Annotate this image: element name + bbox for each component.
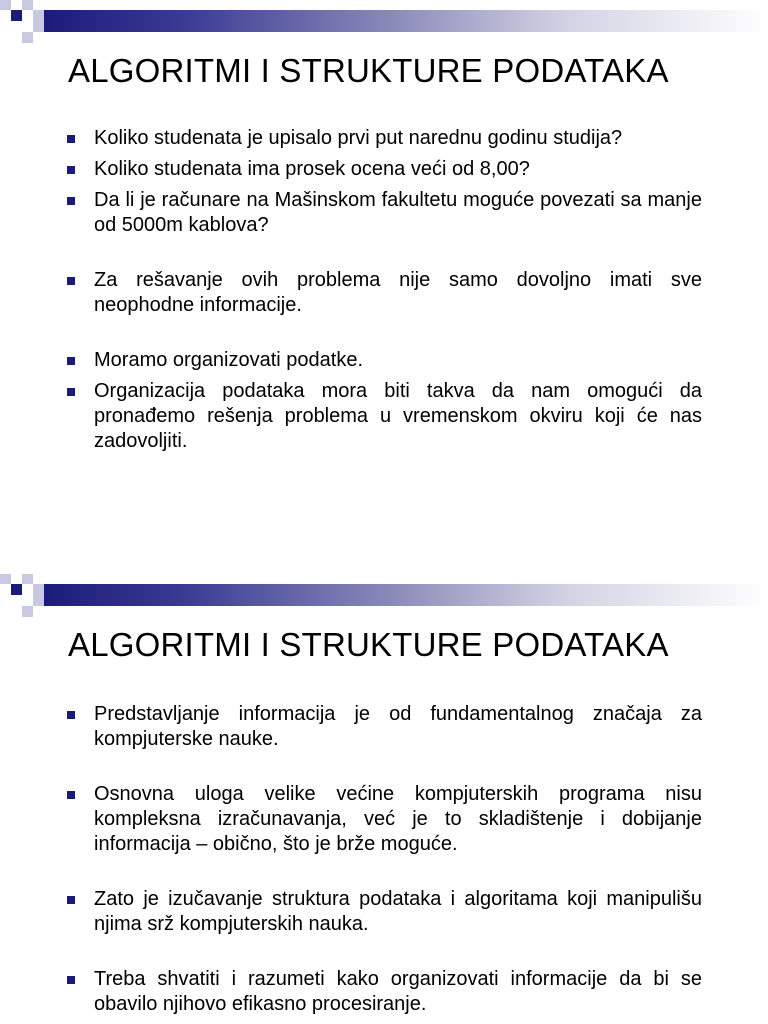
- square-bullet-icon: [67, 357, 75, 365]
- list-item: Treba shvatiti i razumeti kako organizovati informacije da bi se obavilo njihovo efikasno procesiranje.: [66, 967, 702, 1017]
- bullet-list: [66, 702, 702, 1023]
- square-bullet-icon: [67, 791, 75, 799]
- list-item: Osnovna uloga velike većine kompjuterskih programa nisu kompleksna izračunavanja, već je to skladištenje i dobijanje informacija – obično, što je brže moguće.: [66, 782, 702, 857]
- list-item: Moramo organizovati podatke.: [66, 348, 702, 373]
- slide-title: ALGORITMI I STRUKTURE PODATAKA: [68, 52, 669, 89]
- square-bullet-icon: [67, 388, 75, 396]
- list-item: Da li je računare na Mašinskom fakultetu moguće povezati sa manje od 5000m kablova?: [66, 188, 702, 238]
- bullet-list: [66, 126, 702, 460]
- list-item: Zato je izučavanje struktura podataka i algoritama koji manipulišu njima srž kompjuterskih nauka.: [66, 887, 702, 937]
- list-item: Predstavljanje informacija je od fundamentalnog značaja za kompjuterske nauke.: [66, 702, 702, 752]
- square-bullet-icon: [67, 166, 75, 174]
- list-item: Za rešavanje ovih problema nije samo dovoljno imati sve neophodne informacije.: [66, 268, 702, 318]
- slide-title: ALGORITMI I STRUKTURE PODATAKA: [68, 626, 669, 663]
- square-bullet-icon: [67, 711, 75, 719]
- square-bullet-icon: [67, 896, 75, 904]
- slide-2: [0, 574, 768, 1024]
- square-bullet-icon: [67, 197, 75, 205]
- slide-header-decoration: [0, 574, 768, 624]
- slide-divider: [0, 560, 768, 574]
- list-item: Koliko studenata ima prosek ocena veći od 8,00?: [66, 157, 702, 182]
- list-item: Koliko studenata je upisalo prvi put narednu godinu studija?: [66, 126, 702, 151]
- list-item: Organizacija podataka mora biti takva da nam omogući da pronađemo rešenja problema u vremenskom okviru koji će nas zadovoljiti.: [66, 379, 702, 454]
- square-bullet-icon: [67, 277, 75, 285]
- slide-header-decoration: [0, 0, 768, 50]
- square-bullet-icon: [67, 976, 75, 984]
- square-bullet-icon: [67, 135, 75, 143]
